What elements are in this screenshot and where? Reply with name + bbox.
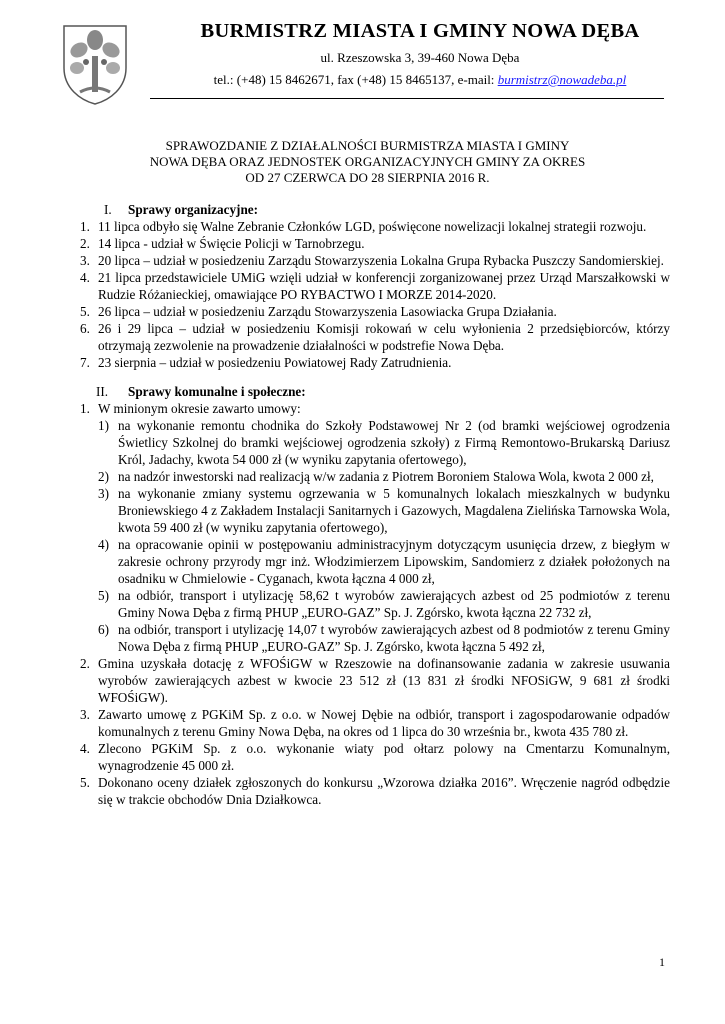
letterhead-address: ul. Rzeszowska 3, 39-460 Nowa Dęba bbox=[320, 50, 520, 65]
list-item bbox=[80, 774, 670, 808]
list-item bbox=[80, 269, 670, 303]
item-number: 3. bbox=[80, 253, 90, 268]
report-title-line: OD 27 CZERWCA DO 28 SIERPNIA 2016 R. bbox=[245, 170, 490, 185]
report-title-line: SPRAWOZDANIE Z DZIAŁALNOŚCI BURMISTRZA MIASTA I GMINY bbox=[165, 138, 570, 153]
section-communal-social bbox=[80, 383, 670, 808]
email-link[interactable]: burmistrz@nowadeba.pl bbox=[497, 72, 627, 87]
sub-item-number: 3) bbox=[98, 486, 109, 501]
list-item bbox=[80, 320, 670, 354]
section-heading bbox=[80, 201, 670, 218]
sub-item-text: na wykonanie zmiany systemu ogrzewania w 5 komunalnych lokalach mieszkalnych w budynku Broniewskiego 4 z Zakładem Instalacji Sanitarnych i Gazowych, Magdalena Zielińska Tarnowska Wola, kwota 59 400 zł (w wyniku zapytania ofertowego), bbox=[118, 486, 670, 535]
item-text: 23 sierpnia – udział w posiedzeniu Powiatowej Rady Zatrudnienia. bbox=[98, 355, 452, 370]
list-item bbox=[80, 218, 670, 235]
report-title-line: NOWA DĘBA ORAZ JEDNOSTEK ORGANIZACYJNYCH GMINY ZA OKRES bbox=[149, 154, 586, 169]
list-item bbox=[80, 354, 670, 371]
list-item bbox=[80, 655, 670, 706]
sub-item-text: na opracowanie opinii w postępowaniu administracyjnym dotyczącym usunięcia drzew, z biegłym w zakresie ochrony przyrody mgr inż. Włodzimierzem Lipowskim, Sandomierz z działek położonych na osadniku w Chmielowie - Cyganach, kwota łączna 4 000 zł, bbox=[118, 537, 670, 586]
list-item bbox=[80, 252, 670, 269]
item-number: 6. bbox=[80, 321, 90, 336]
item-text: Dokonano oceny działek zgłoszonych do konkursu „Wzorowa działka 2016”. Wręczenie nagród odbędzie się w trakcie obchodów Dnia Działkowca. bbox=[98, 775, 670, 807]
item-text: W minionym okresie zawarto umowy: bbox=[98, 401, 301, 416]
sub-list-item bbox=[98, 621, 670, 655]
item-text: 21 lipca przedstawiciele UMiG wzięli udział w konferencji zorganizowanej przez Urząd Marszałkowski w Rudzie Różanieckiej, omawiające PO RYBACTWO I MORZE 2014-2020. bbox=[98, 270, 670, 302]
item-text: 20 lipca – udział w posiedzeniu Zarządu Stowarzyszenia Lokalna Grupa Rybacka Puszczy Sandomierskiej. bbox=[98, 253, 664, 268]
sub-item-text: na odbiór, transport i utylizację 58,62 t wyrobów zawierających azbest od 25 podmiotów z terenu Gminy Nowa Dęba z firmą PHUP „EURO-GAZ” Sp. J. Zgórsko, kwota łączna 22 732 zł, bbox=[118, 588, 670, 620]
section-title: Sprawy komunalne i społeczne: bbox=[128, 384, 306, 399]
section-number: II. bbox=[96, 384, 109, 399]
sub-list-item bbox=[98, 468, 670, 485]
item-number: 5. bbox=[80, 775, 90, 790]
list-item bbox=[80, 706, 670, 740]
item-text: Zawarto umowę z PGKiM Sp. z o.o. w Nowej Dębie na odbiór, transport i zagospodarowanie odpadów komunalnych z terenu Gminy Nowa Dęba, na okres od 1 lipca do 30 września br., kwota 435 780 zł. bbox=[98, 707, 670, 739]
item-text: Gmina uzyskała dotację z WFOŚiGW w Rzeszowie na dofinansowanie zadania w zakresie usuwania wyrobów zawierających azbest w kwocie 23 512 zł (13 831 zł środki NFOSiGW, 9 681 zł środki WFOŚiGW). bbox=[98, 656, 670, 705]
report-title bbox=[60, 138, 675, 186]
letterhead-title: BURMISTRZ MIASTA I GMINY NOWA DĘBA bbox=[200, 20, 640, 42]
list-item bbox=[80, 303, 670, 320]
letterhead-contact bbox=[160, 72, 680, 88]
sub-list-item bbox=[98, 536, 670, 587]
section-number: I. bbox=[104, 202, 112, 217]
sub-item-number: 4) bbox=[98, 537, 109, 552]
section-heading bbox=[80, 383, 670, 400]
list-item bbox=[80, 400, 670, 417]
sub-list-item bbox=[98, 417, 670, 468]
contact-text: tel.: (+48) 15 8462671, fax (+48) 15 8465137, e-mail: bbox=[213, 72, 495, 87]
sub-item-text: na odbiór, transport i utylizację 14,07 t wyrobów zawierających azbest od 8 podmiotów z terenu Gminy Nowa Dęba z firmą PHUP „EURO-GAZ” Sp. J. Zgórsko, kwota łączna 5 492 zł, bbox=[118, 622, 670, 654]
item-number: 1. bbox=[80, 401, 90, 416]
sub-item-number: 6) bbox=[98, 622, 109, 637]
item-text: 26 lipca – udział w posiedzeniu Zarządu Stowarzyszenia Lasowiacka Grupa Działania. bbox=[98, 304, 557, 319]
sub-item-number: 2) bbox=[98, 469, 109, 484]
item-text: 26 i 29 lipca – udział w posiedzeniu Komisji rokowań w celu wyłonienia 2 przedsiębiorców, którzy otrzymają zezwolenie na prowadzenie działalności w podstrefie Nowa Dęba. bbox=[98, 321, 670, 353]
item-number: 5. bbox=[80, 304, 90, 319]
header-divider bbox=[150, 98, 664, 99]
section-title: Sprawy organizacyjne: bbox=[128, 202, 259, 217]
item-number: 3. bbox=[80, 707, 90, 722]
sub-list-item bbox=[98, 485, 670, 536]
item-number: 1. bbox=[80, 219, 90, 234]
page-number: 1 bbox=[659, 955, 665, 969]
sub-item-text: na wykonanie remontu chodnika do Szkoły Podstawowej Nr 2 (od bramki wejściowej ogrodzenia Świetlicy Szkolnej do bramki wejściowej ogrodzenia szkoły) z Firmą Remontowo-Brukarską Dariusz Król, Jadachy, kwota 54 000 zł (w wyniku zapytania ofertowego), bbox=[118, 418, 670, 467]
item-number: 2. bbox=[80, 236, 90, 251]
item-text: Zlecono PGKiM Sp. z o.o. wykonanie wiaty pod ołtarz polowy na Cmentarzu Komunalnym, wynagrodzenie 45 000 zł. bbox=[98, 741, 670, 773]
oak-tree-coat-of-arms-icon bbox=[60, 22, 130, 106]
sub-item-number: 5) bbox=[98, 588, 109, 603]
sub-item-number: 1) bbox=[98, 418, 109, 433]
item-number: 2. bbox=[80, 656, 90, 671]
report-body bbox=[80, 201, 670, 808]
list-item bbox=[80, 235, 670, 252]
sub-item-text: na nadzór inwestorski nad realizacją w/w zadania z Piotrem Boroniem Stalowa Wola, kwota 2 000 zł, bbox=[118, 469, 654, 484]
item-number: 7. bbox=[80, 355, 90, 370]
item-text: 11 lipca odbyło się Walne Zebranie Członków LGD, poświęcone nowelizacji lokalnej strategii rozwoju. bbox=[98, 219, 647, 234]
section-organizational bbox=[80, 201, 670, 371]
item-text: 14 lipca - udział w Święcie Policji w Tarnobrzegu. bbox=[98, 236, 365, 251]
list-item bbox=[80, 740, 670, 774]
item-number: 4. bbox=[80, 741, 90, 756]
item-number: 4. bbox=[80, 270, 90, 285]
sub-list-item bbox=[98, 587, 670, 621]
